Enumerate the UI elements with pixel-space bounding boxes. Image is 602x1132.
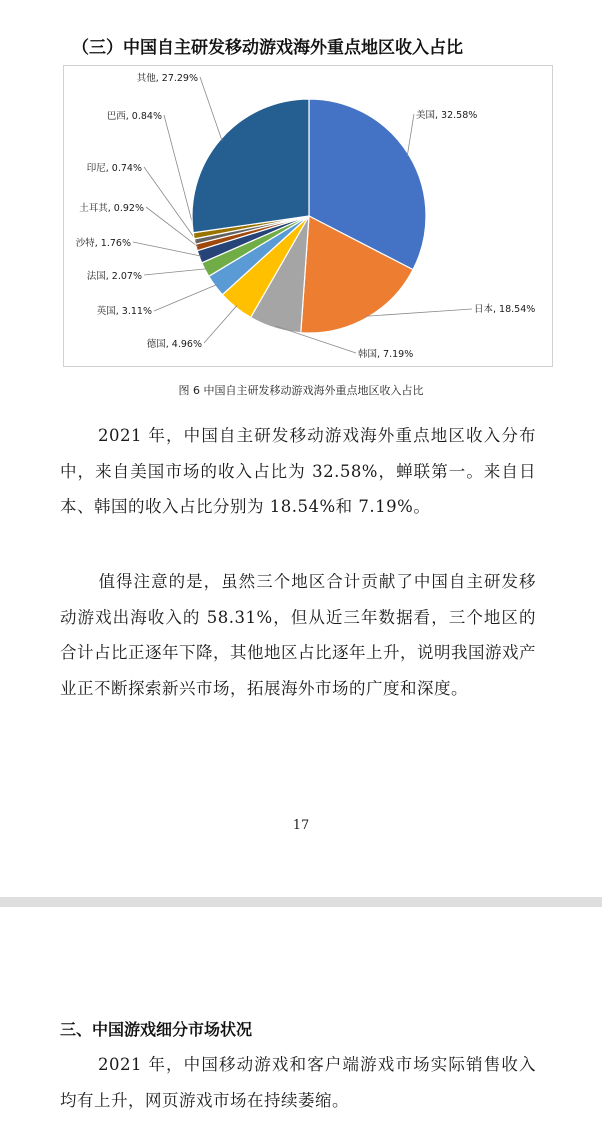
leader-line-美国 (407, 114, 414, 156)
data-label-法国: 法国, 2.07% (86, 271, 142, 282)
page-number: 17 (292, 818, 310, 833)
pie-chart-frame (63, 65, 553, 367)
data-label-韩国: 韩国, 7.19% (358, 349, 414, 360)
leader-line-沙特 (133, 242, 201, 256)
data-label-日本: 日本, 18.54% (474, 304, 536, 315)
pie-chart (64, 66, 554, 368)
page-separator (0, 897, 602, 907)
leader-line-德国 (204, 306, 237, 343)
pie-slice-其他 (192, 99, 309, 233)
data-label-德国: 德国, 4.96% (146, 339, 202, 350)
body-paragraph-1-text: 2021 年，中国自主研发移动游戏海外重点地区收入分布中，来自美国市场的收入占比为 32.58%，蝉联第一。来自日本、韩国的收入占比分别为 18.54%和 7.19%。 (60, 426, 536, 516)
section-title: （三）中国自主研发移动游戏海外重点地区收入占比 (72, 38, 463, 58)
body-paragraph-2 (60, 564, 536, 706)
data-label-美国: 美国, 32.58% (416, 110, 478, 121)
leader-line-法国 (144, 269, 207, 275)
leader-line-土耳其 (146, 207, 198, 247)
next-paragraph-text: 2021 年，中国移动游戏和客户端游戏市场实际销售收入均有上升，网页游戏市场在持续萎缩。 (60, 1055, 536, 1110)
data-label-印尼: 印尼, 0.74% (86, 163, 142, 174)
page-lower (0, 907, 602, 1132)
next-paragraph (60, 1047, 536, 1118)
leader-line-英国 (154, 285, 217, 311)
data-label-土耳其: 土耳其, 0.92% (79, 203, 144, 214)
data-label-英国: 英国, 3.11% (96, 306, 152, 317)
leader-line-印尼 (144, 167, 197, 241)
data-label-沙特: 沙特, 1.76% (75, 238, 131, 249)
figure-caption: 图 6 中国自主研发移动游戏海外重点地区收入占比 (178, 384, 424, 397)
leader-line-其他 (200, 77, 222, 141)
data-label-巴西: 巴西, 0.84% (106, 111, 162, 122)
body-paragraph-1 (60, 418, 536, 525)
next-section-title: 三、中国游戏细分市场状况 (60, 1020, 253, 1039)
leader-line-日本 (365, 309, 472, 316)
body-paragraph-2-text: 值得注意的是，虽然三个地区合计贡献了中国自主研发移动游戏出海收入的 58.31%，但从近三年数据看，三个地区的合计占比正逐年下降，其他地区占比逐年上升，说明我国游戏产业正不断探索新兴市场，拓展海外市场的广度和深度。 (60, 572, 536, 698)
data-label-其他: 其他, 27.29% (136, 73, 198, 84)
